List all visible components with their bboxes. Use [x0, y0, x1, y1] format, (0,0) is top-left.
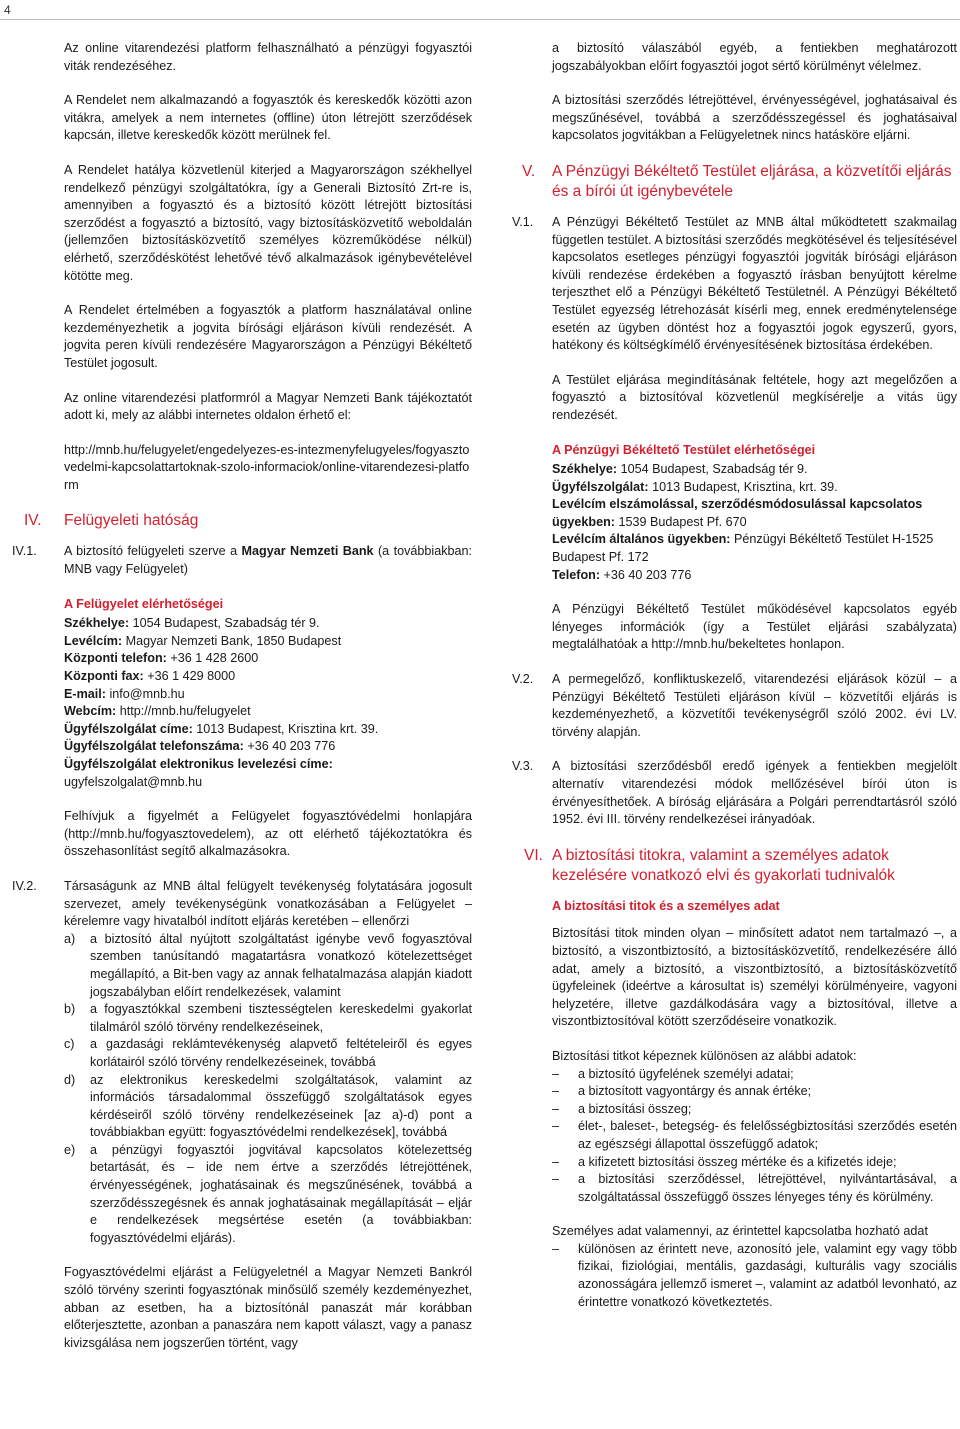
contacts-title: A Felügyelet elérhetőségei: [64, 596, 224, 611]
contact-value: 1013 Budapest, Krisztina, krt. 39.: [648, 479, 838, 494]
paragraph: A Rendelet nem alkalmazandó a fogyasztók és kereskedők közötti azon vitákra, amelyek a nem internetes (offline) úton létrejött szerződések kapcsán, illetve kereskedők között merülnek fel.: [64, 93, 472, 143]
contact-label: Ügyfélszolgálat:: [552, 479, 649, 494]
contact-label: Levélcím általános ügyekben:: [552, 532, 731, 547]
contact-line: [64, 738, 472, 756]
paragraph: a biztosító válaszából egyéb, a fentiekben meghatározott jogszabályokban előírt fogyasztói jogot sértő körülményt vélelmez.: [552, 41, 957, 73]
contact-value: 1054 Budapest, Szabadság tér 9.: [617, 462, 808, 477]
contact-label: Ügyfélszolgálat címe:: [64, 721, 193, 736]
list-item: [64, 1001, 472, 1036]
paragraph: A biztosítási szerződés létrejöttével, érvényességével, joghatásaival és megszűnésével, továbbá a szerződésszegéssel és joghatásaival kapcsolatos jogvitákban a Felügyeletnek nincs hatásköre eljárni.: [552, 93, 957, 143]
contact-value: 1539 Budapest Pf. 670: [614, 514, 747, 529]
list-item-text: a biztosítási összeg;: [578, 1101, 692, 1116]
list-item: [552, 1083, 957, 1101]
clause-v-2: [512, 671, 957, 741]
contact-value: Magyar Nemzeti Bank, 1850 Budapest: [122, 633, 342, 648]
list-item-text: a pénzügyi fogyasztói jogvitával kapcsolatos kötelezettség betartását, és – ide nem értve a szerződés létrejöttének, érvényességének, joghatásainak és megszűnésének, továbbá a szerződésszegésnek és annak joghatásainak megállapítását – eljár e rendelkezések megsértése esetén (a továbbiakban: fogyasztóvédelmi eljárás).: [90, 1142, 472, 1245]
section-title: Felügyeleti hatóság: [64, 512, 199, 530]
contact-value: http://mnb.hu/felugyelet: [116, 704, 251, 719]
clause-number: IV.1.: [12, 544, 37, 559]
paragraph: Az online vitarendezési platform felhasználható a pénzügyi fogyasztói viták rendezéséhez.: [64, 41, 472, 73]
contacts-title: A Pénzügyi Békéltető Testület elérhetőségei: [552, 442, 816, 457]
section-number: VI.: [524, 846, 543, 864]
contact-value: 1013 Budapest, Krisztina krt. 39.: [192, 721, 379, 736]
contact-value: +36 40 203 776: [600, 567, 692, 582]
dash-marker: –: [552, 1084, 560, 1099]
paragraph: A Rendelet hatálya közvetlenül kiterjed a Magyarországon székhellyel rendelkező pénzügyi szolgáltatókra, így a Generali Biztosító Zrt-re is, amennyiben a fogyasztó és a biztosító között létrejött biztosítási szerződést a fogyasztó a biztosító, vagy biztosításközvetítő weboldalán (jellemzően biztosításközvetítő személyes közreműködése nélkül) elérhető, szerződéskötést lehetővé tévő alkalmazások igénybevételével kötötte meg.: [64, 162, 472, 283]
mnb-platform-url[interactable]: http://mnb.hu/felugyelet/engedelyezes-es-intezmenyfelugyeles/fogyasztovedelmi-kapcsolattartoknak-szolo-informaciok/online-vitarendezesi-platform: [64, 442, 470, 492]
section-title: A biztosítási titokra, valamint a személyes adatok kezelésére vonatkozó elvi és gyakorlati tudnivalók: [552, 846, 895, 884]
clause-v-1: [512, 214, 957, 355]
dash-marker: –: [552, 1101, 560, 1116]
contact-line: [64, 703, 472, 721]
contact-label: Levélcím elszámolással, szerződésmódosulással kapcsolatos ügyekben:: [552, 497, 923, 529]
contact-value: +36 1 429 8000: [143, 669, 236, 684]
clause-text: A biztosító felügyeleti szerve a: [64, 544, 242, 559]
list-item-text: a biztosító által nyújtott szolgáltatást igénybe vevő fogyasztóval szemben tanúsítandó magatartásra vonatkozó kötelezettséget megállapító, a Bit-ben vagy az annak felhatalmazása alapján kiadott jogszabályban előírt rendelkezések, valamint: [90, 931, 472, 999]
clause-text: A biztosítási szerződésből eredő igények a fentiekben megjelölt alternatív vitarendezési módok mellőzésével bírói úton is érvényesíthetőek. A bíróság eljárására a Polgári perrendtartásról szóló 1952. évi III. törvény rendelkezései irányadóak.: [552, 759, 957, 827]
contact-label: Ügyfélszolgálat elektronikus levelezési címe:: [64, 757, 333, 771]
list-item: [64, 1072, 472, 1142]
contact-value: info@mnb.hu: [106, 686, 185, 701]
list-item: [64, 1036, 472, 1071]
list-item-text: a fogyasztókkal szembeni tisztességtelen kereskedelmi gyakorlat tilalmáról szóló törvény rendelkezéseinek,: [90, 1002, 472, 1034]
clause-number: V.3.: [512, 759, 534, 774]
contact-label: Telefon:: [552, 567, 601, 582]
contact-label: Központi telefon:: [64, 651, 167, 666]
paragraph: Biztosítási titkot képeznek különösen az alábbi adatok:: [552, 1048, 857, 1063]
list-marker: a): [64, 931, 76, 946]
clause-iv-1: [12, 543, 473, 578]
list-item-text: a biztosítási szerződéssel, létrejöttével, nyilvántartásával, a szolgáltatással összefüggő összes lényeges tény és körülmény.: [578, 1172, 957, 1204]
right-column: [512, 40, 957, 1328]
paragraph: Az online vitarendezési platformról a Magyar Nemzeti Bank tájékoztatót adott ki, mely az alábbi internetes oldalon érhető el:: [64, 390, 472, 423]
dash-marker: –: [552, 1119, 560, 1134]
list-item: [552, 1241, 957, 1311]
clause-text: A permegelőző, konfliktuskezelő, vitarendezési eljárások közül – a Pénzügyi Békéltető Testületi eljáráson kívül – közvetítői eljárás is kezdeményezhető, a közvetítői tevékenységről szóló 2002. évi LV. törvény alapján.: [552, 672, 957, 739]
list-item-text: élet-, baleset-, betegség- és felelősségbiztosítási szerződés esetén az egészségi állapottal összefüggő adatok;: [578, 1119, 957, 1151]
paragraph: Személyes adat valamennyi, az érintettel kapcsolatba hozható adat: [552, 1224, 928, 1239]
contact-label: Webcím:: [64, 704, 117, 719]
list-item: [64, 931, 472, 1001]
section-iv-heading: [24, 511, 472, 531]
clause-text: (a továbbiakban: MNB vagy Felügyelet): [64, 544, 473, 577]
dash-marker: –: [552, 1172, 560, 1187]
contact-line: [64, 650, 472, 668]
paragraph: Biztosítási titok minden olyan – minősített adatot nem tartalmazó –, a biztosító, a viszontbiztosító, a biztosításközvetítő, rendelkezésére álló adat, amely a biztosító, a viszontbiztosító, a biztosításközvetítő ügyfeleinek (ideértve a károsultat is) személyi körülményeire, vagyoni helyzetére, illetve gazdálkodására vagy a biztosítóval, illetve a viszontbiztosítóval kötött szerződéseire vonatkozik.: [552, 926, 957, 1029]
clause-number: IV.2.: [12, 878, 37, 893]
list-item-text: a biztosító ügyfelének személyi adatai;: [578, 1066, 794, 1081]
paragraph: Fogyasztóvédelmi eljárást a Felügyeletnél a Magyar Nemzeti Bankról szóló törvény szerinti fogyasztónak minősülő személy kezdeményezhet, abban az esetben, ha a biztosítónál panaszát már korábban előterjesztette, azonban a panaszára nem kapott választ, vagy a panasz kivizsgálása nem jogszerűen történt, vagy: [64, 1265, 472, 1350]
contact-value: Pénzügyi Békéltető Testület H-1525 Budapest Pf. 172: [552, 532, 934, 565]
list-item-text: a kifizetett biztosítási összeg mértéke és a kifizetés ideje;: [578, 1154, 897, 1169]
contact-line: [552, 531, 957, 566]
contact-label: Székhelye:: [64, 616, 130, 631]
section-title: A Pénzügyi Békéltető Testület eljárása, a közvetítői eljárás és a bírói út igénybevétele: [552, 162, 952, 200]
list-item: [552, 1118, 957, 1153]
paragraph: Felhívjuk a figyelmét a Felügyelet fogyasztóvédelmi honlapjára (http://mnb.hu/fogyasztovedelem), az ott elérhető tájékoztatókra és összehasonlítást segítő alkalmazásokra.: [64, 809, 472, 859]
clause-number: V.2.: [512, 672, 534, 687]
clause-v-3: [512, 758, 957, 828]
left-column: [12, 40, 473, 1369]
dash-marker: –: [552, 1066, 560, 1081]
contact-line: [552, 479, 957, 497]
contact-line: [64, 721, 472, 739]
contact-line: [64, 668, 472, 686]
paragraph: A Rendelet értelmében a fogyasztók a platform használatával online kezdeményezhetik a jogvita bírósági eljáráson kívüli rendezését. A jogvita peren kívüli rendezésére Magyarországon a Pénzügyi Békéltető Testület jogosult.: [64, 303, 472, 370]
personal-data-list: [552, 1241, 957, 1311]
contact-value: ugyfelszolgalat@mnb.hu: [64, 774, 203, 789]
list-item-text: az elektronikus kereskedelmi szolgáltatások, valamint az információs társadalommal összefüggő szolgáltatások egyes kérdéseiről szóló törvény rendelkezéseinek [az a)-d) pont a továbbiakban együtt: fogyasztóvédelmi rendelkezések], továbbá: [90, 1072, 472, 1140]
header-rule: [0, 19, 960, 20]
contact-label: Ügyfélszolgálat telefonszáma:: [64, 739, 244, 754]
list-marker: e): [64, 1142, 76, 1157]
contact-line: [64, 633, 472, 651]
clause-iv-2: [12, 878, 472, 931]
list-item: [64, 1142, 472, 1248]
supervision-list: [64, 931, 472, 1248]
list-marker: d): [64, 1072, 76, 1087]
list-item: [552, 1171, 957, 1206]
contact-value: +36 1 428 2600: [166, 651, 259, 666]
clause-text-bold: Magyar Nemzeti Bank: [241, 544, 374, 559]
contact-line: [552, 567, 957, 585]
contact-line: [64, 686, 472, 704]
contact-value: 1054 Budapest, Szabadság tér 9.: [129, 616, 320, 631]
contact-value: +36 40 203 776: [243, 739, 336, 754]
list-item: [552, 1154, 957, 1172]
list-item: [552, 1066, 957, 1084]
contact-line: [552, 461, 957, 479]
contact-line: [552, 496, 957, 531]
contact-label: Központi fax:: [64, 669, 144, 684]
list-item-text: különösen az érintett neve, azonosító jele, valamint egy vagy több fizikai, fiziológiai, mentális, gazdasági, kulturális vagy szociális azonosságára jellemző ismeret –, valamint az adatból levonható, az érintettre vonatkozó következtetés.: [578, 1241, 957, 1309]
page-number: 4: [4, 3, 11, 17]
dash-marker: –: [552, 1241, 560, 1256]
contact-line: [64, 756, 472, 791]
supervisor-contacts: [64, 596, 472, 792]
clause-number: V.1.: [512, 214, 534, 229]
contact-label: Székhelye:: [552, 462, 618, 477]
list-marker: c): [64, 1037, 75, 1052]
clause-text: Társaságunk az MNB által felügyelt tevékenység folytatására jogosult szervezet, amely tevékenységünk vonatkozásában a Felügyelet – kérelemre vagy hivatalból indított eljárás keretében – ellenőrzi: [64, 878, 472, 929]
contact-label: E-mail:: [64, 686, 106, 701]
contact-line: [64, 615, 472, 633]
section-vi-heading: [524, 846, 957, 886]
list-marker: b): [64, 1002, 76, 1017]
pbt-contacts: [552, 442, 957, 585]
paragraph: A Pénzügyi Békéltető Testület működésével kapcsolatos egyéb lényeges információk (így a Testület eljárási szabályzata) megtalálhatóak a http://mnb.hu/bekeltetes honlapon.: [552, 602, 957, 652]
list-item: [552, 1101, 957, 1119]
list-item-text: a biztosított vagyontárgy és annak értéke;: [578, 1084, 812, 1099]
list-item-text: a gazdasági reklámtevékenység alapvető feltételeiről és egyes korlátairól szóló törvény rendelkezéseinek, továbbá: [90, 1037, 472, 1069]
section-number: IV.: [24, 512, 42, 530]
clause-text: A Pénzügyi Békéltető Testület az MNB által működtetett szakmailag független testület. A biztosítási szerződés megkötésével és teljesítésével kapcsolatos esetleges pénzügyi fogyasztói jogviták bírósági eljáráson kívüli rendezése érdekében a fogyasztó írásban benyújtott kérelme terjeszthet elő a Pénzügyi Békéltető Testületnél. A Pénzügyi Békéltető Testület egyezség létrehozását kísérli meg, ennek eredménytelensége esetén az ügyben döntést hoz a fogyasztói jogok egyszerű, gyors, hatékony és költségkímélő érvényesítésének biztosítása érdekében.: [552, 214, 957, 353]
dash-marker: –: [552, 1154, 560, 1169]
paragraph: A Testület eljárása megindításának feltétele, hogy azt megelőzően a fogyasztó a biztosítóval közvetlenül megkísérelje a vitás ügy rendezését.: [552, 372, 957, 422]
contact-label: Levélcím:: [64, 633, 123, 648]
section-number: V.: [522, 162, 536, 180]
secret-data-list: [552, 1066, 957, 1207]
section-v-heading: [522, 162, 957, 202]
secret-subheading: A biztosítási titok és a személyes adat: [552, 898, 780, 913]
